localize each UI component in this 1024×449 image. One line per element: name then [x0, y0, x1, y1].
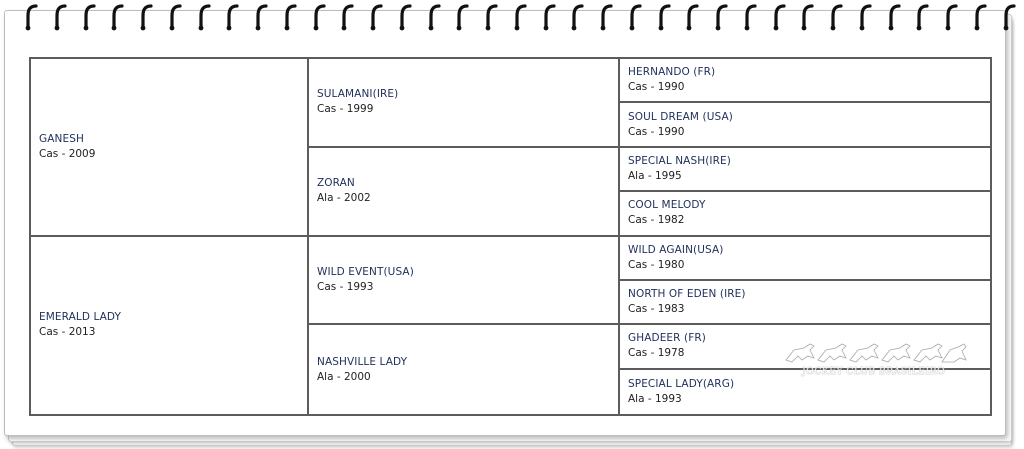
great-grandparent-cell — [620, 103, 990, 147]
jockey-club-watermark — [780, 338, 970, 380]
spiral-binding-ring-icon — [915, 2, 931, 32]
horse-info: Ala - 1993 — [628, 392, 682, 405]
horse-name: WILD EVENT(USA) — [317, 265, 414, 278]
great-grandparent-cell — [620, 192, 990, 236]
spiral-binding-ring-icon — [772, 2, 788, 32]
spiral-binding-ring-icon — [225, 2, 241, 32]
racing-horses-logo — [780, 338, 970, 368]
horse-info: Cas - 1980 — [628, 258, 685, 271]
horse-info: Ala - 2002 — [317, 192, 371, 205]
great-grandparent-cell — [620, 281, 990, 325]
horse-name: SOUL DREAM (USA) — [628, 110, 733, 123]
horse-name: GANESH — [39, 132, 84, 145]
horse-info: Cas - 1990 — [628, 81, 685, 94]
horse-info: Cas - 1983 — [628, 303, 685, 316]
sire-dam-cell — [309, 148, 620, 237]
horse-name: ZORAN — [317, 177, 355, 190]
horse-name: SPECIAL NASH(IRE) — [628, 154, 731, 167]
spiral-binding-ring-icon — [53, 2, 69, 32]
watermark-text: JOCKEY CLUB BRASILEIRO — [802, 366, 946, 377]
horse-info: Cas - 1990 — [628, 125, 685, 138]
spiral-binding-ring-icon — [369, 2, 385, 32]
sire-cell — [31, 59, 309, 237]
spiral-binding-ring-icon — [82, 2, 98, 32]
horse-info: Cas - 1982 — [628, 214, 685, 227]
dam-cell — [31, 237, 309, 415]
horse-info: Cas - 1993 — [317, 280, 374, 293]
spiral-binding-ring-icon — [24, 2, 40, 32]
horse-name: NASHVILLE LADY — [317, 355, 408, 368]
spiral-binding-ring-icon — [944, 2, 960, 32]
sire-sire-cell — [309, 59, 620, 148]
spiral-binding-ring-icon — [513, 2, 529, 32]
spiral-binding-ring-icon — [139, 2, 155, 32]
horse-name: SULAMANI(IRE) — [317, 88, 399, 101]
spiral-binding-ring-icon — [570, 2, 586, 32]
horse-name: NORTH OF EDEN (IRE) — [628, 288, 746, 301]
spiral-binding-ring-icon — [800, 2, 816, 32]
horse-info: Ala - 1995 — [628, 169, 682, 182]
great-grandparent-cell — [620, 237, 990, 281]
horse-name: SPECIAL LADY(ARG) — [628, 377, 735, 390]
spiral-binding-ring-icon — [599, 2, 615, 32]
horse-name: GHADEER (FR) — [628, 332, 706, 345]
horse-name: EMERALD LADY — [39, 311, 122, 324]
spiral-binding-ring-icon — [254, 2, 270, 32]
spiral-binding-ring-icon — [657, 2, 673, 32]
spiral-binding-ring-icon — [398, 2, 414, 32]
spiral-binding-ring-icon — [714, 2, 730, 32]
spiral-binding-ring-icon — [484, 2, 500, 32]
horse-name: HERNANDO (FR) — [628, 66, 716, 79]
horse-info: Cas - 2013 — [39, 326, 96, 339]
spiral-binding-ring-icon — [168, 2, 184, 32]
horse-name: COOL MELODY — [628, 199, 706, 212]
great-grandparent-cell — [620, 148, 990, 192]
spiral-binding-ring-icon — [197, 2, 213, 32]
horse-info: Cas - 1978 — [628, 347, 685, 360]
spiral-binding-ring-icon — [1002, 2, 1018, 32]
spiral-binding-ring-icon — [685, 2, 701, 32]
spiral-binding — [0, 2, 1024, 36]
dam-sire-cell — [309, 237, 620, 326]
spiral-binding-ring-icon — [283, 2, 299, 32]
spiral-binding-ring-icon — [110, 2, 126, 32]
dam-dam-cell — [309, 325, 620, 414]
horse-info: Ala - 2000 — [317, 370, 371, 383]
horse-name: WILD AGAIN(USA) — [628, 243, 724, 256]
spiral-binding-ring-icon — [743, 2, 759, 32]
spiral-binding-ring-icon — [628, 2, 644, 32]
spiral-binding-ring-icon — [542, 2, 558, 32]
horse-info: Cas - 2009 — [39, 147, 96, 160]
spiral-binding-ring-icon — [340, 2, 356, 32]
spiral-binding-ring-icon — [427, 2, 443, 32]
spiral-binding-ring-icon — [858, 2, 874, 32]
horse-info: Cas - 1999 — [317, 103, 374, 116]
spiral-binding-ring-icon — [455, 2, 471, 32]
spiral-binding-ring-icon — [312, 2, 328, 32]
great-grandparent-cell — [620, 59, 990, 103]
spiral-binding-ring-icon — [887, 2, 903, 32]
spiral-binding-ring-icon — [829, 2, 845, 32]
spiral-binding-ring-icon — [973, 2, 989, 32]
